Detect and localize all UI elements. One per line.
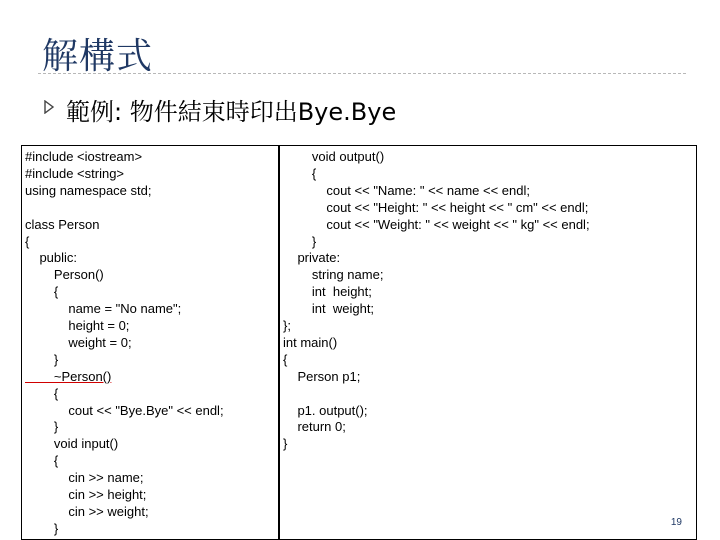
code-box-right [279, 145, 697, 540]
left-code-line: public: [25, 250, 78, 266]
left-code-line: { [25, 233, 30, 249]
left-code-line: void input() [25, 436, 119, 452]
right-code-line: } [283, 233, 317, 249]
left-code-line: } [25, 520, 59, 536]
right-code-line: } [283, 436, 288, 452]
left-code-line: { [25, 385, 59, 401]
left-code-line: { [25, 453, 59, 469]
left-code-line: ~Person() [25, 368, 112, 384]
page-number: 19 [670, 517, 682, 528]
code-box-left [21, 145, 279, 540]
left-code-line: cin >> weight; [25, 503, 149, 519]
right-code-line: string name; [283, 267, 384, 283]
right-code-line: { [283, 165, 317, 181]
slide-title: 解構式 [42, 36, 154, 77]
right-code-line: int height; [283, 284, 372, 300]
right-code-line: p1. output(); [283, 402, 368, 418]
left-code-line: } [25, 419, 59, 435]
right-code-line: return 0; [283, 419, 346, 435]
right-code-line: cout << "Weight: " << weight << " kg" << endl; [283, 216, 590, 232]
right-code-line: { [283, 351, 288, 367]
left-code-line: #include <string> [25, 165, 125, 181]
right-code-line: int main() [283, 334, 338, 350]
right-code-line: Person p1; [283, 368, 361, 384]
title-divider [38, 73, 686, 74]
left-code-line: using namespace std; [25, 182, 152, 198]
left-code-line: name = "No name"; [25, 301, 182, 317]
right-code-line: cout << "Name: " << name << endl; [283, 182, 530, 198]
right-code-line: }; [283, 318, 291, 333]
left-code-line: weight = 0; [25, 334, 132, 350]
left-code-line: cin >> height; [25, 487, 147, 502]
bullet-arrow-icon [43, 100, 55, 117]
left-code-line: cin >> name; [25, 470, 144, 486]
left-code-line: { [25, 284, 59, 300]
left-code-line: height = 0; [25, 318, 130, 333]
right-code-line: cout << "Height: " << height << " cm" << endl; [283, 199, 589, 215]
slide-subtitle: 範例: 物件結束時印出Bye.Bye [66, 98, 397, 126]
left-code-line: cout << "Bye.Bye" << endl; [25, 402, 224, 418]
left-code-line: Person() [25, 267, 104, 283]
left-code-line: class Person [25, 216, 100, 232]
right-code-line: void output() [283, 149, 385, 164]
left-code-line: } [25, 351, 59, 367]
left-code-line: #include <iostream> [25, 149, 143, 164]
right-code-line: private: [283, 250, 341, 266]
right-code-line: int weight; [283, 301, 375, 317]
